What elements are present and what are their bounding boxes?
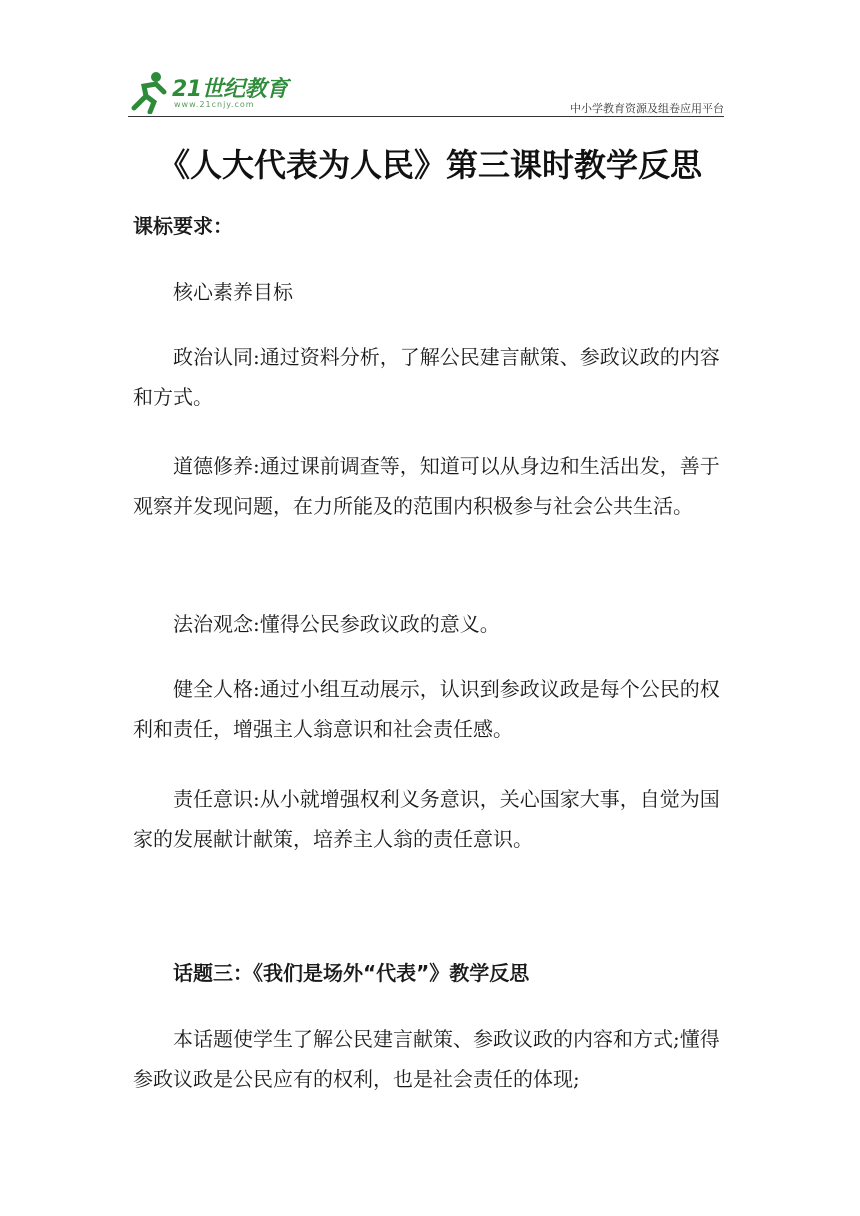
platform-label: 中小学教育资源及组卷应用平台	[570, 102, 724, 115]
paragraph-moral: 道德修养:通过课前调查等，知道可以从身边和生活出发，善于观察并发现问题，在力所能及的范围内积极参与社会公共生活。	[133, 454, 720, 518]
paragraph-responsibility: 责任意识:从小就增强权利义务意识，关心国家大事，自觉为国家的发展献计献策，培养主人翁的责任意识。	[133, 787, 720, 851]
page-header	[128, 64, 724, 118]
paragraph-political: 政治认同:通过资料分析，了解公民建言献策、参政议政的内容和方式。	[133, 345, 720, 409]
logo-text: 21世纪教育	[172, 77, 288, 102]
section-heading: 课标要求：	[133, 214, 233, 238]
paragraph-law: 法治观念:懂得公民参政议政的意义。	[173, 612, 500, 636]
header-divider	[128, 116, 724, 117]
paragraph-core-goals: 核心素养目标	[173, 280, 293, 304]
logo-url: www.21cnjy.com	[174, 100, 255, 109]
paragraph-personality: 健全人格:通过小组互动展示，认识到参政议政是每个公民的权利和责任，增强主人翁意识和社会责任感。	[133, 677, 720, 741]
topic-paragraph: 本话题使学生了解公民建言献策、参政议政的内容和方式;懂得参政议政是公民应有的权利，也是社会责任的体现;	[133, 1027, 720, 1091]
document-title: 《人大代表为人民》第三课时教学反思	[157, 146, 702, 184]
runner-logo-icon	[128, 70, 172, 114]
logo	[128, 70, 298, 114]
topic-heading: 话题三：《我们是场外“代表”》教学反思	[173, 961, 530, 985]
